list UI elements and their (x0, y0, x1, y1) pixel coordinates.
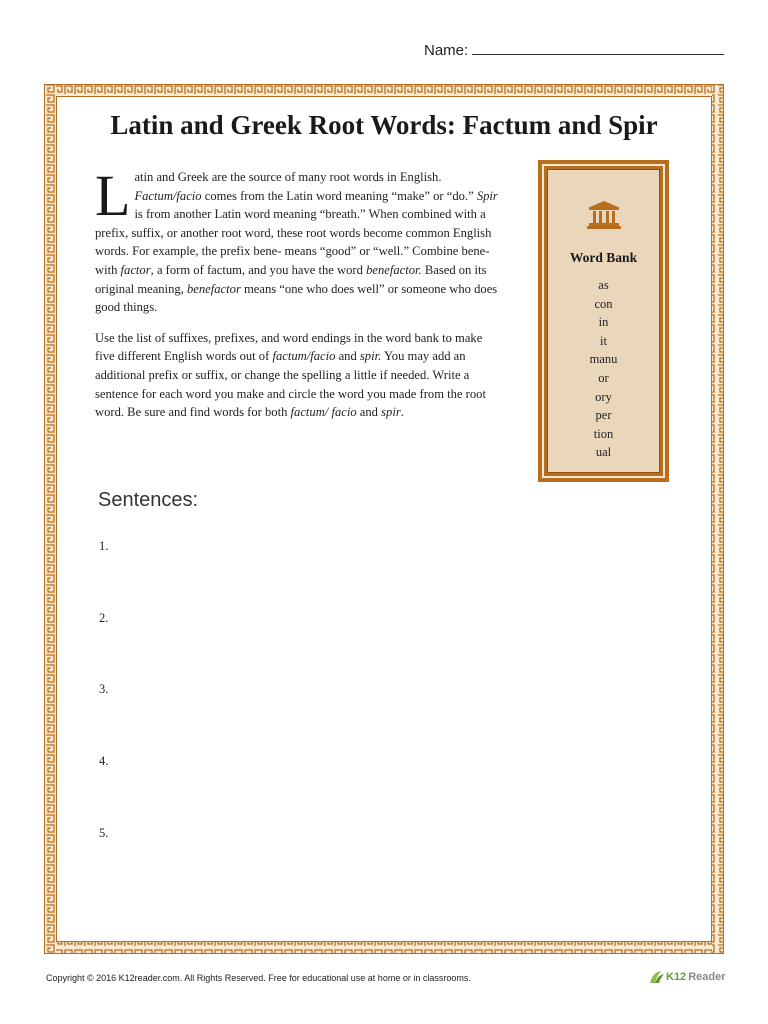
sentences-heading: Sentences: (98, 489, 199, 511)
intro-text (95, 163, 503, 434)
name-underline[interactable] (472, 42, 724, 55)
text-run: Based on its original meaning, (95, 262, 487, 296)
sentence-number: 4. (99, 754, 109, 768)
text-run: . (400, 405, 404, 420)
name-label: Name: (424, 42, 469, 59)
text-run-italic: spir (381, 405, 401, 420)
text-run-italic: factor (120, 262, 151, 277)
sentence-number: 2. (99, 611, 109, 625)
page-title: Latin and Greek Root Words: Factum and Spir (110, 110, 658, 140)
text-run-italic: factum/ facio (290, 405, 357, 420)
leaf-icon (648, 969, 666, 985)
name-field[interactable] (424, 42, 724, 59)
word-bank-item: manu (589, 352, 618, 367)
intro-paragraph-1 (95, 163, 503, 317)
word-bank-panel (547, 169, 660, 473)
word-bank-item: tion (593, 426, 614, 441)
text-run: comes from the Latin word meaning “make” or “do.” (201, 188, 477, 203)
sentence-number: 5. (99, 826, 109, 840)
text-run: Use the list of suffixes, prefixes, and word endings in the word bank to make five different English words out of (95, 330, 483, 364)
logo-reader: Reader (688, 971, 726, 983)
text-run: and (356, 405, 382, 420)
word-bank-item: or (598, 370, 609, 385)
word-bank-item: ory (595, 389, 612, 404)
sentence-number: 1. (99, 539, 109, 553)
temple-icon (586, 200, 622, 235)
k12reader-logo (648, 969, 725, 985)
word-bank-item: per (595, 408, 612, 423)
text-run: You may add an additional prefix or suffix, or change the spelling a little if needed. Write a sentence for each word you make and circle the word you made from the root word. Be sure and find words for both (95, 349, 486, 420)
drop-cap: L (95, 163, 131, 228)
text-run: , a form of factum, and you have the word (150, 262, 367, 277)
intro-paragraph-2 (95, 329, 503, 422)
text-run-italic: factum/facio (272, 349, 336, 364)
word-bank-item: as (598, 278, 609, 292)
text-run-italic: Factum/facio (134, 188, 202, 203)
word-bank-item: it (600, 333, 607, 348)
sentence-number: 3. (99, 682, 109, 696)
word-bank-box (538, 160, 669, 482)
text-run-italic: benefactor. (366, 262, 422, 277)
word-bank-item: con (594, 296, 613, 311)
copyright-text: Copyright © 2016 K12reader.com. All Rights Reserved. Free for educational use at home or in classrooms. (46, 973, 471, 983)
word-bank-title: Word Bank (569, 250, 638, 265)
text-run: atin and Greek are the source of many root words in English. (134, 170, 442, 184)
logo-k12: K12 (666, 971, 687, 983)
text-run-italic: benefactor (186, 281, 241, 296)
word-bank-list (548, 276, 659, 462)
word-bank-frame (542, 164, 665, 478)
word-bank-item: ual (595, 445, 612, 460)
text-run: is from another Latin word meaning “breath.” When combined with a prefix, suffix, or another root word, these root words become common English words. For example, the prefix bene- means “good” or “well.” Combine bene- with (95, 207, 492, 277)
word-bank-item: in (598, 315, 609, 330)
text-run: means “one who does well” or someone who does good things. (95, 281, 498, 315)
text-run-italic: Spir (476, 188, 498, 203)
text-run-italic: spir. (359, 349, 382, 364)
text-run: and (335, 349, 360, 364)
